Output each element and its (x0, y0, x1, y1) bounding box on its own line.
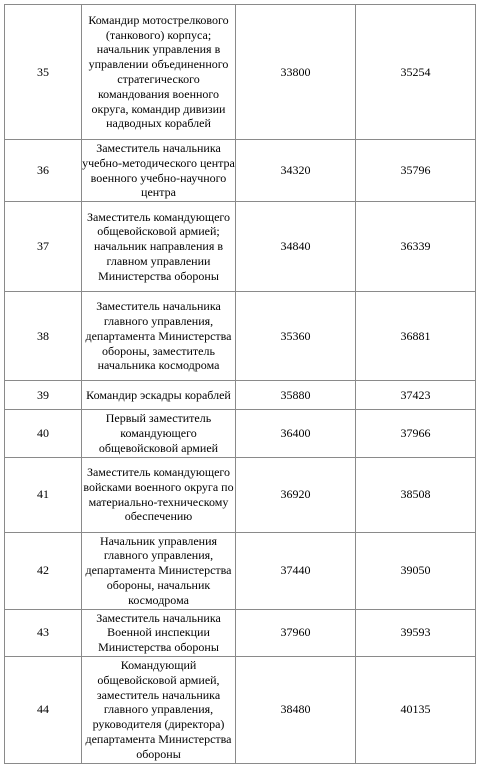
table-row (5, 532, 476, 609)
salary-value-1: 37960 (236, 609, 356, 656)
salary-value-2: 35796 (356, 140, 476, 202)
row-number: 38 (5, 292, 82, 381)
row-number: 43 (5, 609, 82, 656)
salary-table (4, 4, 476, 764)
position-title: Командир мотострелкового (танкового) корпуса; начальник управления в управлении объединенного стратегического командования военного округа, командир дивизии надводных кораблей (82, 5, 236, 140)
salary-value-2: 39593 (356, 609, 476, 656)
salary-value-1: 37440 (236, 532, 356, 609)
table-row (5, 656, 476, 763)
salary-value-2: 38508 (356, 457, 476, 532)
salary-value-1: 34320 (236, 140, 356, 202)
table-row (5, 140, 476, 202)
salary-value-1: 36400 (236, 410, 356, 457)
salary-value-2: 35254 (356, 5, 476, 140)
table-row (5, 292, 476, 381)
table-row (5, 609, 476, 656)
position-title: Первый заместитель командующего общевойсковой армией (82, 410, 236, 457)
row-number: 37 (5, 202, 82, 292)
salary-value-2: 36881 (356, 292, 476, 381)
salary-table-container (4, 4, 476, 764)
row-number: 42 (5, 532, 82, 609)
salary-value-1: 35880 (236, 381, 356, 410)
table-row (5, 457, 476, 532)
salary-value-2: 40135 (356, 656, 476, 763)
salary-value-1: 35360 (236, 292, 356, 381)
salary-value-1: 33800 (236, 5, 356, 140)
position-title: Заместитель командующего общевойсковой армией; начальник направления в главном управлении Министерства обороны (82, 202, 236, 292)
position-title: Заместитель начальника главного управления, департамента Министерства обороны, заместитель начальника космодрома (82, 292, 236, 381)
position-title: Командир эскадры кораблей (82, 381, 236, 410)
salary-value-2: 39050 (356, 532, 476, 609)
row-number: 39 (5, 381, 82, 410)
row-number: 41 (5, 457, 82, 532)
salary-value-2: 36339 (356, 202, 476, 292)
row-number: 36 (5, 140, 82, 202)
row-number: 40 (5, 410, 82, 457)
table-row (5, 381, 476, 410)
salary-value-2: 37423 (356, 381, 476, 410)
salary-value-1: 38480 (236, 656, 356, 763)
salary-value-2: 37966 (356, 410, 476, 457)
position-title: Заместитель начальника Военной инспекции Министерства обороны (82, 609, 236, 656)
position-title: Начальник управления главного управления, департамента Министерства обороны, начальник космодрома (82, 532, 236, 609)
position-title: Заместитель командующего войсками военного округа по материально-техническому обеспечению (82, 457, 236, 532)
salary-value-1: 34840 (236, 202, 356, 292)
row-number: 44 (5, 656, 82, 763)
salary-value-1: 36920 (236, 457, 356, 532)
row-number: 35 (5, 5, 82, 140)
table-row (5, 202, 476, 292)
table-row (5, 410, 476, 457)
position-title: Заместитель начальника учебно-методического центра военного учебно-научного центра (82, 140, 236, 202)
position-title: Командующий общевойсковой армией, заместитель начальника главного управления, руководителя (директора) департамента Министерства обороны (82, 656, 236, 763)
table-row (5, 5, 476, 140)
